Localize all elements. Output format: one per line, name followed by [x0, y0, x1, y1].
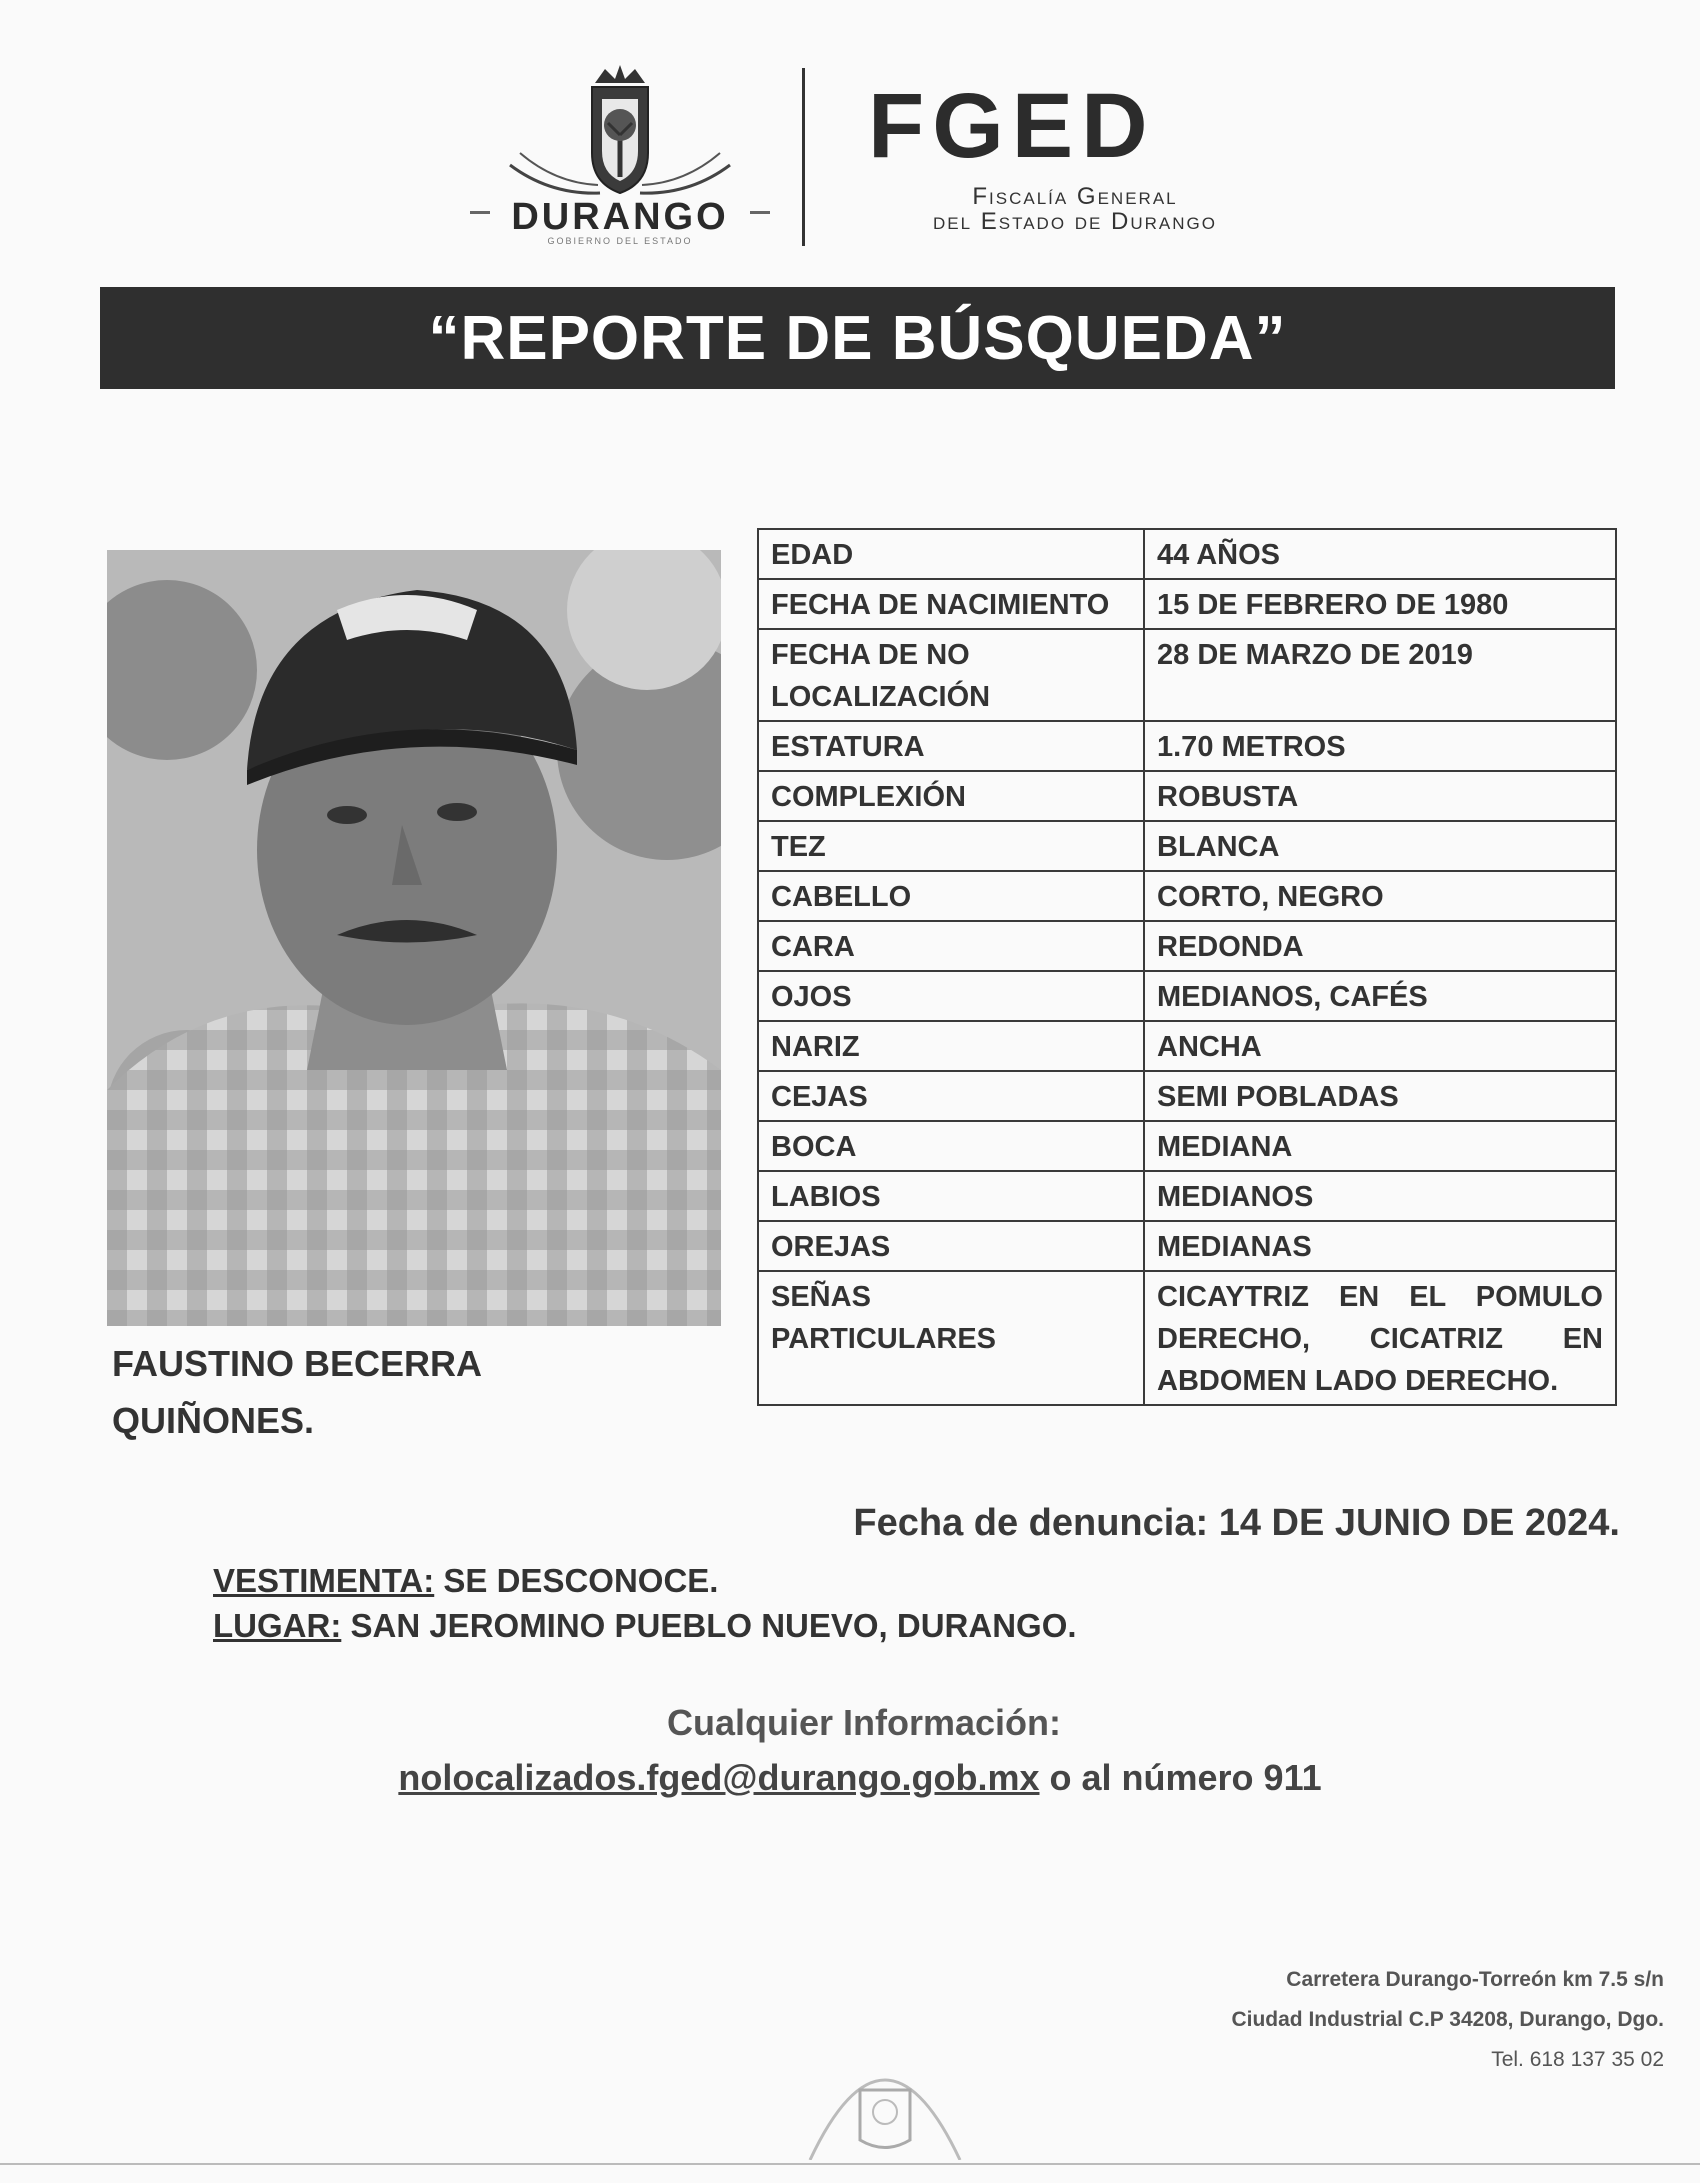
label-cabello: CABELLO: [758, 871, 1144, 921]
label-edad: EDAD: [758, 529, 1144, 579]
label-fecha-no-localizacion-line1: FECHA DE NO: [771, 639, 970, 671]
place-value: SAN JEROMINO PUEBLO NUEVO, DURANGO.: [350, 1607, 1077, 1644]
label-senas-line1: SEÑAS: [771, 1281, 871, 1313]
agency-name-line1: Fiscalía General: [972, 183, 1178, 210]
label-ojos: OJOS: [758, 971, 1144, 1021]
label-tez: TEZ: [758, 821, 1144, 871]
value-cejas: SEMI POBLADAS: [1144, 1071, 1616, 1121]
complaint-date-value: 14 DE JUNIO DE 2024.: [1218, 1502, 1620, 1544]
agency-acronym: FGED: [868, 75, 1156, 177]
details-table: [757, 528, 1617, 1406]
table-row: [758, 771, 1616, 821]
footer-address-line2: Ciudad Industrial C.P 34208, Durango, Dgo.: [1231, 2008, 1664, 2031]
value-boca: MEDIANA: [1144, 1121, 1616, 1171]
table-row: [758, 921, 1616, 971]
label-senas-line2: PARTICULARES: [771, 1323, 997, 1355]
value-complexion: ROBUSTA: [1144, 771, 1616, 821]
clothing-value: SE DESCONOCE.: [443, 1562, 719, 1599]
person-name: [112, 1335, 672, 1449]
footer-address-line1: Carretera Durango-Torreón km 7.5 s/n: [1286, 1968, 1664, 1991]
person-name-line1: FAUSTINO BECERRA: [112, 1343, 483, 1384]
label-fecha-no-localizacion-line2: LOCALIZACIÓN: [771, 681, 991, 713]
durango-wordmark: DURANGO: [511, 196, 729, 238]
agency-name-line2: del Estado de Durango: [933, 208, 1217, 235]
table-row: [758, 1271, 1616, 1405]
value-edad: 44 AÑOS: [1144, 529, 1616, 579]
value-cabello: CORTO, NEGRO: [1144, 871, 1616, 921]
table-row: [758, 579, 1616, 629]
value-estatura: 1.70 METROS: [1144, 721, 1616, 771]
value-nariz: ANCHA: [1144, 1021, 1616, 1071]
label-fecha-nacimiento: FECHA DE NACIMIENTO: [758, 579, 1144, 629]
report-title: “REPORTE DE BÚSQUEDA”: [428, 303, 1287, 373]
table-row: [758, 1121, 1616, 1171]
table-row: [758, 721, 1616, 771]
complaint-date: [600, 1502, 1620, 1545]
person-name-line2: QUIÑONES.: [112, 1400, 315, 1441]
title-bar: [100, 287, 1615, 389]
footer-phone: Tel. 618 137 35 02: [1491, 2048, 1664, 2071]
clothing-label: VESTIMENTA:: [213, 1562, 435, 1599]
value-fecha-no-localizacion: 28 DE MARZO DE 2019: [1144, 629, 1616, 721]
place-label: LUGAR:: [213, 1607, 342, 1644]
contact-line: [0, 1757, 1700, 1799]
label-senas-particulares: [758, 1271, 1144, 1405]
person-photo: [107, 550, 721, 1326]
label-complexion: COMPLEXIÓN: [758, 771, 1144, 821]
value-senas-particulares: CICAYTRIZ EN EL POMULO DERECHO, CICATRIZ EN ABDOMEN LADO DERECHO.: [1144, 1271, 1616, 1405]
table-row: [758, 1221, 1616, 1271]
table-row: [758, 871, 1616, 921]
label-labios: LABIOS: [758, 1171, 1144, 1221]
contact-phone-text: o al número 911: [1049, 1757, 1322, 1798]
table-row: [758, 629, 1616, 721]
table-row: [758, 821, 1616, 871]
table-row: [758, 529, 1616, 579]
value-labios: MEDIANOS: [1144, 1171, 1616, 1221]
value-tez: BLANCA: [1144, 821, 1616, 871]
clothing-line: [213, 1562, 718, 1600]
footer-seal: [800, 2010, 970, 2160]
label-cara: CARA: [758, 921, 1144, 971]
label-estatura: ESTATURA: [758, 721, 1144, 771]
value-cara: REDONDA: [1144, 921, 1616, 971]
value-ojos: MEDIANOS, CAFÉS: [1144, 971, 1616, 1021]
label-cejas: CEJAS: [758, 1071, 1144, 1121]
place-line: [213, 1607, 1077, 1645]
table-row: [758, 1171, 1616, 1221]
table-row: [758, 1021, 1616, 1071]
table-row: [758, 971, 1616, 1021]
value-orejas: MEDIANAS: [1144, 1221, 1616, 1271]
label-orejas: OREJAS: [758, 1221, 1144, 1271]
contact-email-link[interactable]: nolocalizados.fged@durango.gob.mx: [398, 1757, 1040, 1798]
label-nariz: NARIZ: [758, 1021, 1144, 1071]
bottom-rule: [0, 2163, 1700, 2165]
contact-heading: Cualquier Información:: [666, 1702, 1062, 1743]
header-divider: [802, 68, 805, 246]
label-fecha-no-localizacion: [758, 629, 1144, 721]
value-fecha-nacimiento: 15 DE FEBRERO DE 1980: [1144, 579, 1616, 629]
label-boca: BOCA: [758, 1121, 1144, 1171]
complaint-date-label: Fecha de denuncia:: [853, 1502, 1209, 1544]
table-row: [758, 1071, 1616, 1121]
durango-subtext: GOBIERNO DEL ESTADO: [547, 236, 693, 246]
